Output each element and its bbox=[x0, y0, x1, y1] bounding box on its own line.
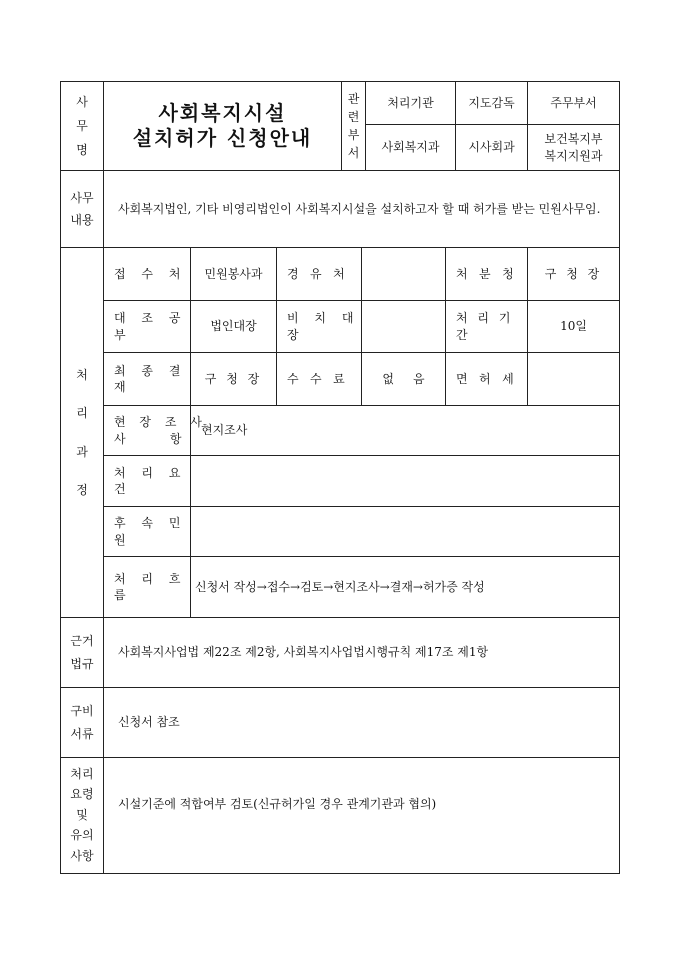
task-label: 사무 내용 bbox=[70, 190, 94, 227]
documents-text: 신청서 참조 bbox=[118, 715, 180, 730]
title-line: 설치허가 신청안내 bbox=[132, 126, 313, 150]
final-approval-label: 최 종 결 재 bbox=[114, 363, 187, 394]
license-tax-value bbox=[528, 353, 619, 405]
label-char: 부 bbox=[347, 128, 360, 142]
site-inspection-value: 현지조사 bbox=[201, 423, 248, 438]
follow-up-label: 후 속 민 원 bbox=[114, 516, 187, 547]
processing-period-value: 10일 bbox=[560, 319, 587, 334]
supervision-header: 지도감독 bbox=[468, 95, 515, 110]
main-dept-header: 주무부서 bbox=[550, 95, 597, 110]
main-dept-value bbox=[528, 125, 619, 170]
dept-line: 보건복지부 bbox=[544, 132, 603, 147]
ledger-check-value: 법인대장 bbox=[210, 319, 257, 334]
label-char: 련 bbox=[347, 109, 360, 124]
flow-label: 처 리 흐 름 bbox=[114, 571, 187, 602]
law-label: 근거 법규 bbox=[70, 634, 94, 671]
disposition-label: 처 분 청 bbox=[456, 266, 514, 281]
label-char: 명 bbox=[76, 143, 88, 158]
final-approval-value: 구 청 장 bbox=[204, 371, 263, 386]
documents-label: 구비 서류 bbox=[70, 704, 94, 741]
disposition-value: 구 청 장 bbox=[544, 266, 603, 281]
via-value bbox=[362, 248, 445, 300]
title-line: 사회복지시설 bbox=[158, 101, 287, 125]
fee-label: 수 수 료 bbox=[287, 371, 345, 386]
supervision-value: 시사회과 bbox=[468, 140, 515, 155]
office-name-label bbox=[61, 82, 103, 170]
site-inspection-label: 현 장 조 사 사 항 bbox=[114, 415, 207, 446]
reception-label: 접 수 처 bbox=[114, 266, 187, 281]
related-dept-label bbox=[342, 82, 365, 170]
form-frame bbox=[60, 81, 620, 874]
task-description: 사회복지법인, 기타 비영리법인이 사회복지시설을 설치하고자 할 때 허가를 받는 민원사무임. bbox=[118, 201, 601, 216]
license-tax-label: 면 허 세 bbox=[456, 371, 514, 386]
ledger-check-label: 대 조 공 부 bbox=[114, 311, 187, 342]
label-char: 사 bbox=[76, 94, 88, 109]
label-char: 무 bbox=[76, 118, 88, 133]
notes-label: 처리 요령 및 유의 사항 bbox=[70, 767, 94, 863]
dept-line: 복지지원과 bbox=[544, 148, 603, 163]
requirements-label: 처 리 요 건 bbox=[114, 465, 187, 496]
handling-agency-header: 처리기관 bbox=[387, 95, 434, 110]
law-text: 사회복지사업법 제22조 제2항, 사회복지사업법시행규칙 제17조 제1항 bbox=[118, 645, 489, 660]
process-label: 처 리 과 정 bbox=[76, 368, 88, 497]
requirements-value bbox=[191, 456, 619, 506]
ledger-keep-label: 비 치 대 장 bbox=[287, 311, 360, 342]
handling-agency-value: 사회복지과 bbox=[381, 140, 440, 155]
ledger-keep-value bbox=[362, 301, 445, 352]
processing-period-label: 처 리 기 간 bbox=[456, 311, 514, 342]
page-title bbox=[104, 82, 341, 170]
flow-value: 신청서 작성→접수→검토→현지조사→결재→허가증 작성 bbox=[195, 579, 485, 594]
follow-up-value bbox=[191, 507, 619, 556]
fee-value: 없 음 bbox=[382, 371, 425, 386]
label-char: 서 bbox=[347, 146, 360, 161]
via-label: 경 유 처 bbox=[287, 266, 345, 281]
label-char: 관 bbox=[347, 91, 360, 106]
notes-text: 시설기준에 적합여부 검토(신규허가일 경우 관계기관과 협의) bbox=[118, 797, 437, 812]
reception-value: 민원봉사과 bbox=[204, 266, 263, 281]
